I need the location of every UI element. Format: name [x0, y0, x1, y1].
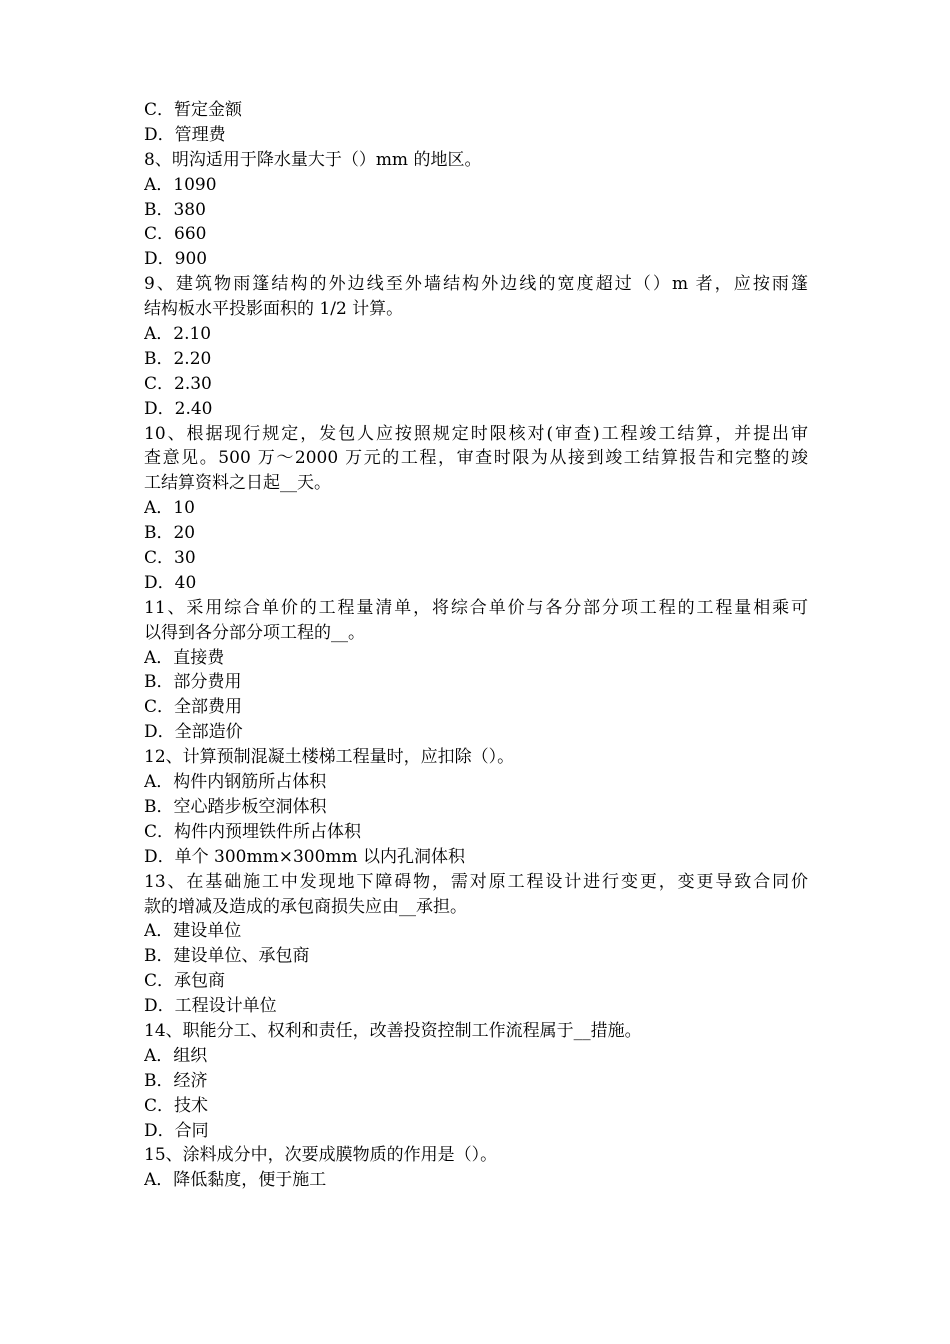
option-text: B．2.20 [144, 348, 212, 369]
option-text: C．2.30 [144, 373, 212, 394]
question-text-line: 款的增减及造成的承包商损失应由__承担。 [144, 896, 467, 917]
answer-option [144, 322, 808, 347]
option-text: B．部分费用 [144, 672, 242, 693]
answer-option [144, 1044, 808, 1069]
answer-option [144, 1168, 808, 1193]
answer-option [144, 770, 808, 795]
option-text: A．直接费 [144, 647, 225, 668]
option-text: D．管理费 [144, 124, 226, 145]
option-text: A．降低黏度，便于施工 [144, 1170, 327, 1191]
question-stem [144, 596, 808, 646]
option-text: B．20 [144, 523, 196, 544]
question-stem [144, 272, 808, 322]
question-stem [144, 1143, 808, 1168]
option-text: B．经济 [144, 1070, 208, 1091]
question-text-line: 9、建筑物雨篷结构的外边线至外墙结构外边线的宽度超过（）m 者，应按雨篷 [144, 274, 808, 295]
option-text: D．2.40 [144, 398, 213, 419]
option-text: D．全部造价 [144, 722, 243, 743]
question-text-line: 15、涂料成分中，次要成膜物质的作用是（）。 [144, 1145, 498, 1166]
question-text-line: 13、在基础施工中发现地下障碍物，需对原工程设计进行变更，变更导致合同价 [144, 871, 808, 892]
answer-option [144, 173, 808, 198]
document-page [144, 98, 808, 1193]
question-stem [144, 422, 808, 497]
option-text: A．建设单位 [144, 921, 242, 942]
answer-option [144, 347, 808, 372]
answer-option [144, 1069, 808, 1094]
question-text-line: 14、职能分工、权利和责任，改善投资控制工作流程属于__措施。 [144, 1020, 642, 1041]
answer-option [144, 670, 808, 695]
question-stem [144, 745, 808, 770]
answer-option [144, 969, 808, 994]
answer-option [144, 546, 808, 571]
answer-option [144, 247, 808, 272]
question-text-line: 8、明沟适用于降水量大于（）mm 的地区。 [144, 149, 482, 170]
option-text: D．单个 300mm×300mm 以内孔洞体积 [144, 846, 466, 867]
answer-option [144, 695, 808, 720]
answer-option [144, 1094, 808, 1119]
option-text: B．380 [144, 199, 206, 220]
option-text: C．构件内预埋铁件所占体积 [144, 821, 362, 842]
answer-option [144, 720, 808, 745]
answer-option [144, 1119, 808, 1144]
question-text-line: 结构板水平投影面积的 1/2 计算。 [144, 299, 404, 320]
question-text-line: 以得到各分部分项工程的__。 [144, 622, 365, 643]
answer-option [144, 795, 808, 820]
option-text: A．组织 [144, 1045, 208, 1066]
question-text-line: 工结算资料之日起__天。 [144, 473, 331, 494]
question-stem [144, 1019, 808, 1044]
option-text: C．技术 [144, 1095, 209, 1116]
question-text-line: 查意见。500 万～2000 万元的工程，审查时限为从接到竣工结算报告和完整的竣 [144, 448, 808, 469]
option-text: D．合同 [144, 1120, 209, 1141]
answer-option [144, 222, 808, 247]
answer-option [144, 820, 808, 845]
option-text: C．承包商 [144, 971, 226, 992]
answer-option [144, 994, 808, 1019]
answer-option [144, 571, 808, 596]
option-text: D．工程设计单位 [144, 996, 277, 1017]
answer-option [144, 521, 808, 546]
option-text: B．空心踏步板空洞体积 [144, 796, 327, 817]
answer-option [144, 123, 808, 148]
answer-option [144, 646, 808, 671]
option-text: B．建设单位、承包商 [144, 946, 310, 967]
answer-option [144, 397, 808, 422]
option-text: D．900 [144, 249, 208, 270]
answer-option [144, 496, 808, 521]
answer-option [144, 944, 808, 969]
answer-option [144, 372, 808, 397]
question-text-line: 11、采用综合单价的工程量清单，将综合单价与各分部分项工程的工程量相乘可 [144, 597, 808, 618]
option-text: C．暂定金额 [144, 100, 243, 120]
answer-option [144, 919, 808, 944]
option-text: C．660 [144, 224, 207, 245]
option-text: C．全部费用 [144, 697, 243, 718]
option-text: A．1090 [144, 174, 217, 195]
question-text-line: 12、计算预制混凝土楼梯工程量时，应扣除（）。 [144, 747, 515, 768]
question-text-line: 10、根据现行规定，发包人应按照规定时限核对(审查)工程竣工结算，并提出审 [144, 423, 808, 444]
option-text: A．构件内钢筋所占体积 [144, 772, 327, 793]
answer-option [144, 98, 808, 123]
question-stem [144, 148, 808, 173]
option-text: C．30 [144, 548, 196, 569]
option-text: D．40 [144, 572, 197, 593]
answer-option [144, 845, 808, 870]
question-stem [144, 870, 808, 920]
answer-option [144, 198, 808, 223]
option-text: A．10 [144, 498, 195, 519]
option-text: A．2.10 [144, 324, 212, 345]
